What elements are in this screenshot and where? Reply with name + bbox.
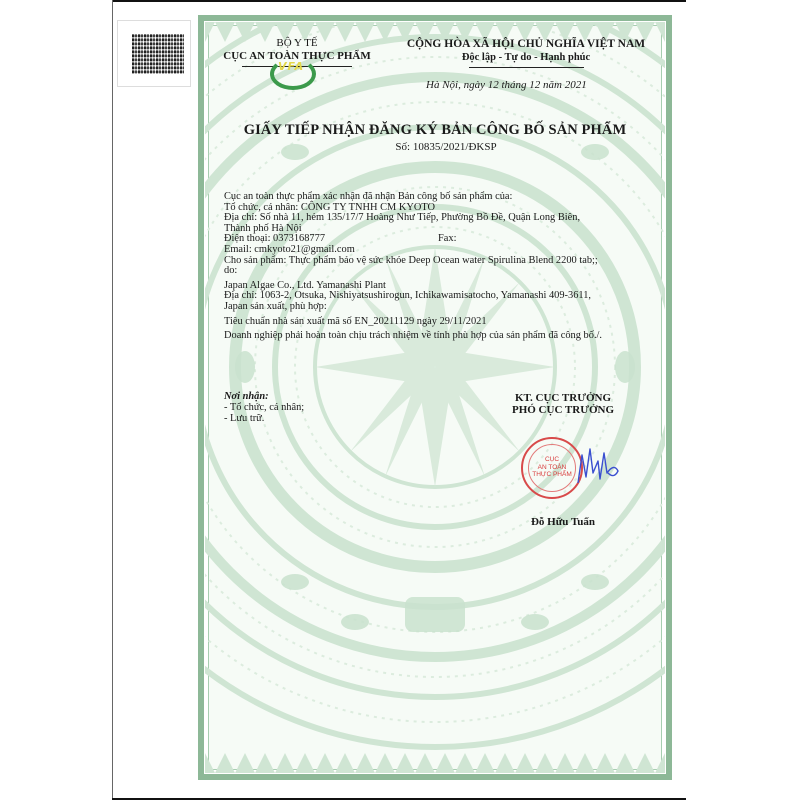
certificate-content	[198, 15, 672, 780]
manufacturer-address-1: Địa chỉ: 1063-2, Otsuka, Nishiyatsushirogun, Ichikawamisatocho, Yamanashi 409-3611,	[224, 290, 591, 302]
country-name: CỘNG HÒA XÃ HỘI CHỦ NGHĨA VIỆT NAM	[406, 38, 646, 50]
product-line-1: Cho sản phẩm: Thực phẩm bảo vệ sức khỏe Deep Ocean water Spirulina Blend 2200 tab;;	[224, 254, 598, 266]
page-frame-left	[112, 0, 113, 800]
stamp-text	[523, 456, 581, 479]
contact-line	[224, 234, 664, 245]
agency-name: CỤC AN TOÀN THỰC PHẨM	[223, 50, 371, 62]
intro-line: Cục an toàn thực phẩm xác nhận đã nhận Bản công bố sản phẩm của:	[224, 191, 513, 202]
recipient-item: - Lưu trữ.	[224, 413, 265, 424]
organization-line: Tổ chức, cá nhân: CÔNG TY TNHH CM KYOTO	[224, 201, 436, 213]
product-line-2: do:	[224, 265, 238, 277]
document-number: Số: 10835/2021/ĐKSP	[395, 141, 497, 153]
phone: Điện thoại: 0373168777	[224, 233, 326, 245]
address-line-2: Thành phố Hà Nội	[224, 222, 302, 234]
qr-code-icon	[132, 34, 184, 74]
signatory-line-2: PHÓ CỤC TRƯỞNG	[511, 403, 615, 416]
signer-name: Đỗ Hữu Tuấn	[530, 516, 596, 528]
certificate	[198, 15, 672, 780]
ministry-name: BỘ Y TẾ	[276, 37, 318, 49]
manufacturer-address-2: Japan sản xuất, phù hợp:	[224, 300, 327, 312]
stamp-line: AN TOÀN	[537, 463, 567, 471]
address-line-1: Địa chỉ: Số nhà 11, hẻm 135/17/7 Hoàng Như Tiếp, Phường Bồ Đề, Quận Long Biên,	[224, 212, 581, 224]
issue-date: Hà Nội, ngày 12 tháng 12 năm 2021	[426, 79, 587, 91]
document-title: GIẤY TIẾP NHẬN ĐĂNG KÝ BẢN CÔNG BỐ SẢN PHẨM	[243, 122, 627, 138]
page-frame-top	[112, 0, 686, 2]
responsibility-line: Doanh nghiệp phải hoàn toàn chịu trách nhiệm về tính phù hợp của sản phẩm đã công bố./.	[224, 330, 603, 342]
manufacturer-line: Japan Algae Co., Ltd. Yamanashi Plant	[224, 279, 386, 291]
standard-line: Tiêu chuẩn nhà sản xuất mã số EN_20211129 ngày 29/11/2021	[224, 315, 487, 327]
email-line: Email: cmkyoto21@gmail.com	[224, 243, 355, 255]
document-body	[224, 192, 664, 342]
signatory-title	[488, 393, 638, 416]
qr-code-box	[117, 20, 191, 87]
signatory-line-1: KT. CỤC TRƯỞNG	[514, 392, 612, 404]
national-motto: Độc lập - Tự do - Hạnh phúc	[461, 52, 591, 63]
stamp-line: CỤC	[544, 456, 560, 463]
vfa-logo-text: VFA	[278, 60, 305, 73]
national-header	[386, 37, 666, 68]
divider	[469, 67, 584, 68]
handwritten-signature-icon	[574, 443, 624, 485]
fax: Fax:	[438, 233, 457, 245]
stamp-line: THỰC PHẨM	[532, 471, 572, 478]
recipients-block	[224, 391, 304, 424]
recipient-item: - Tổ chức, cá nhân;	[224, 402, 305, 413]
recipients-title: Nơi nhận:	[224, 391, 269, 402]
